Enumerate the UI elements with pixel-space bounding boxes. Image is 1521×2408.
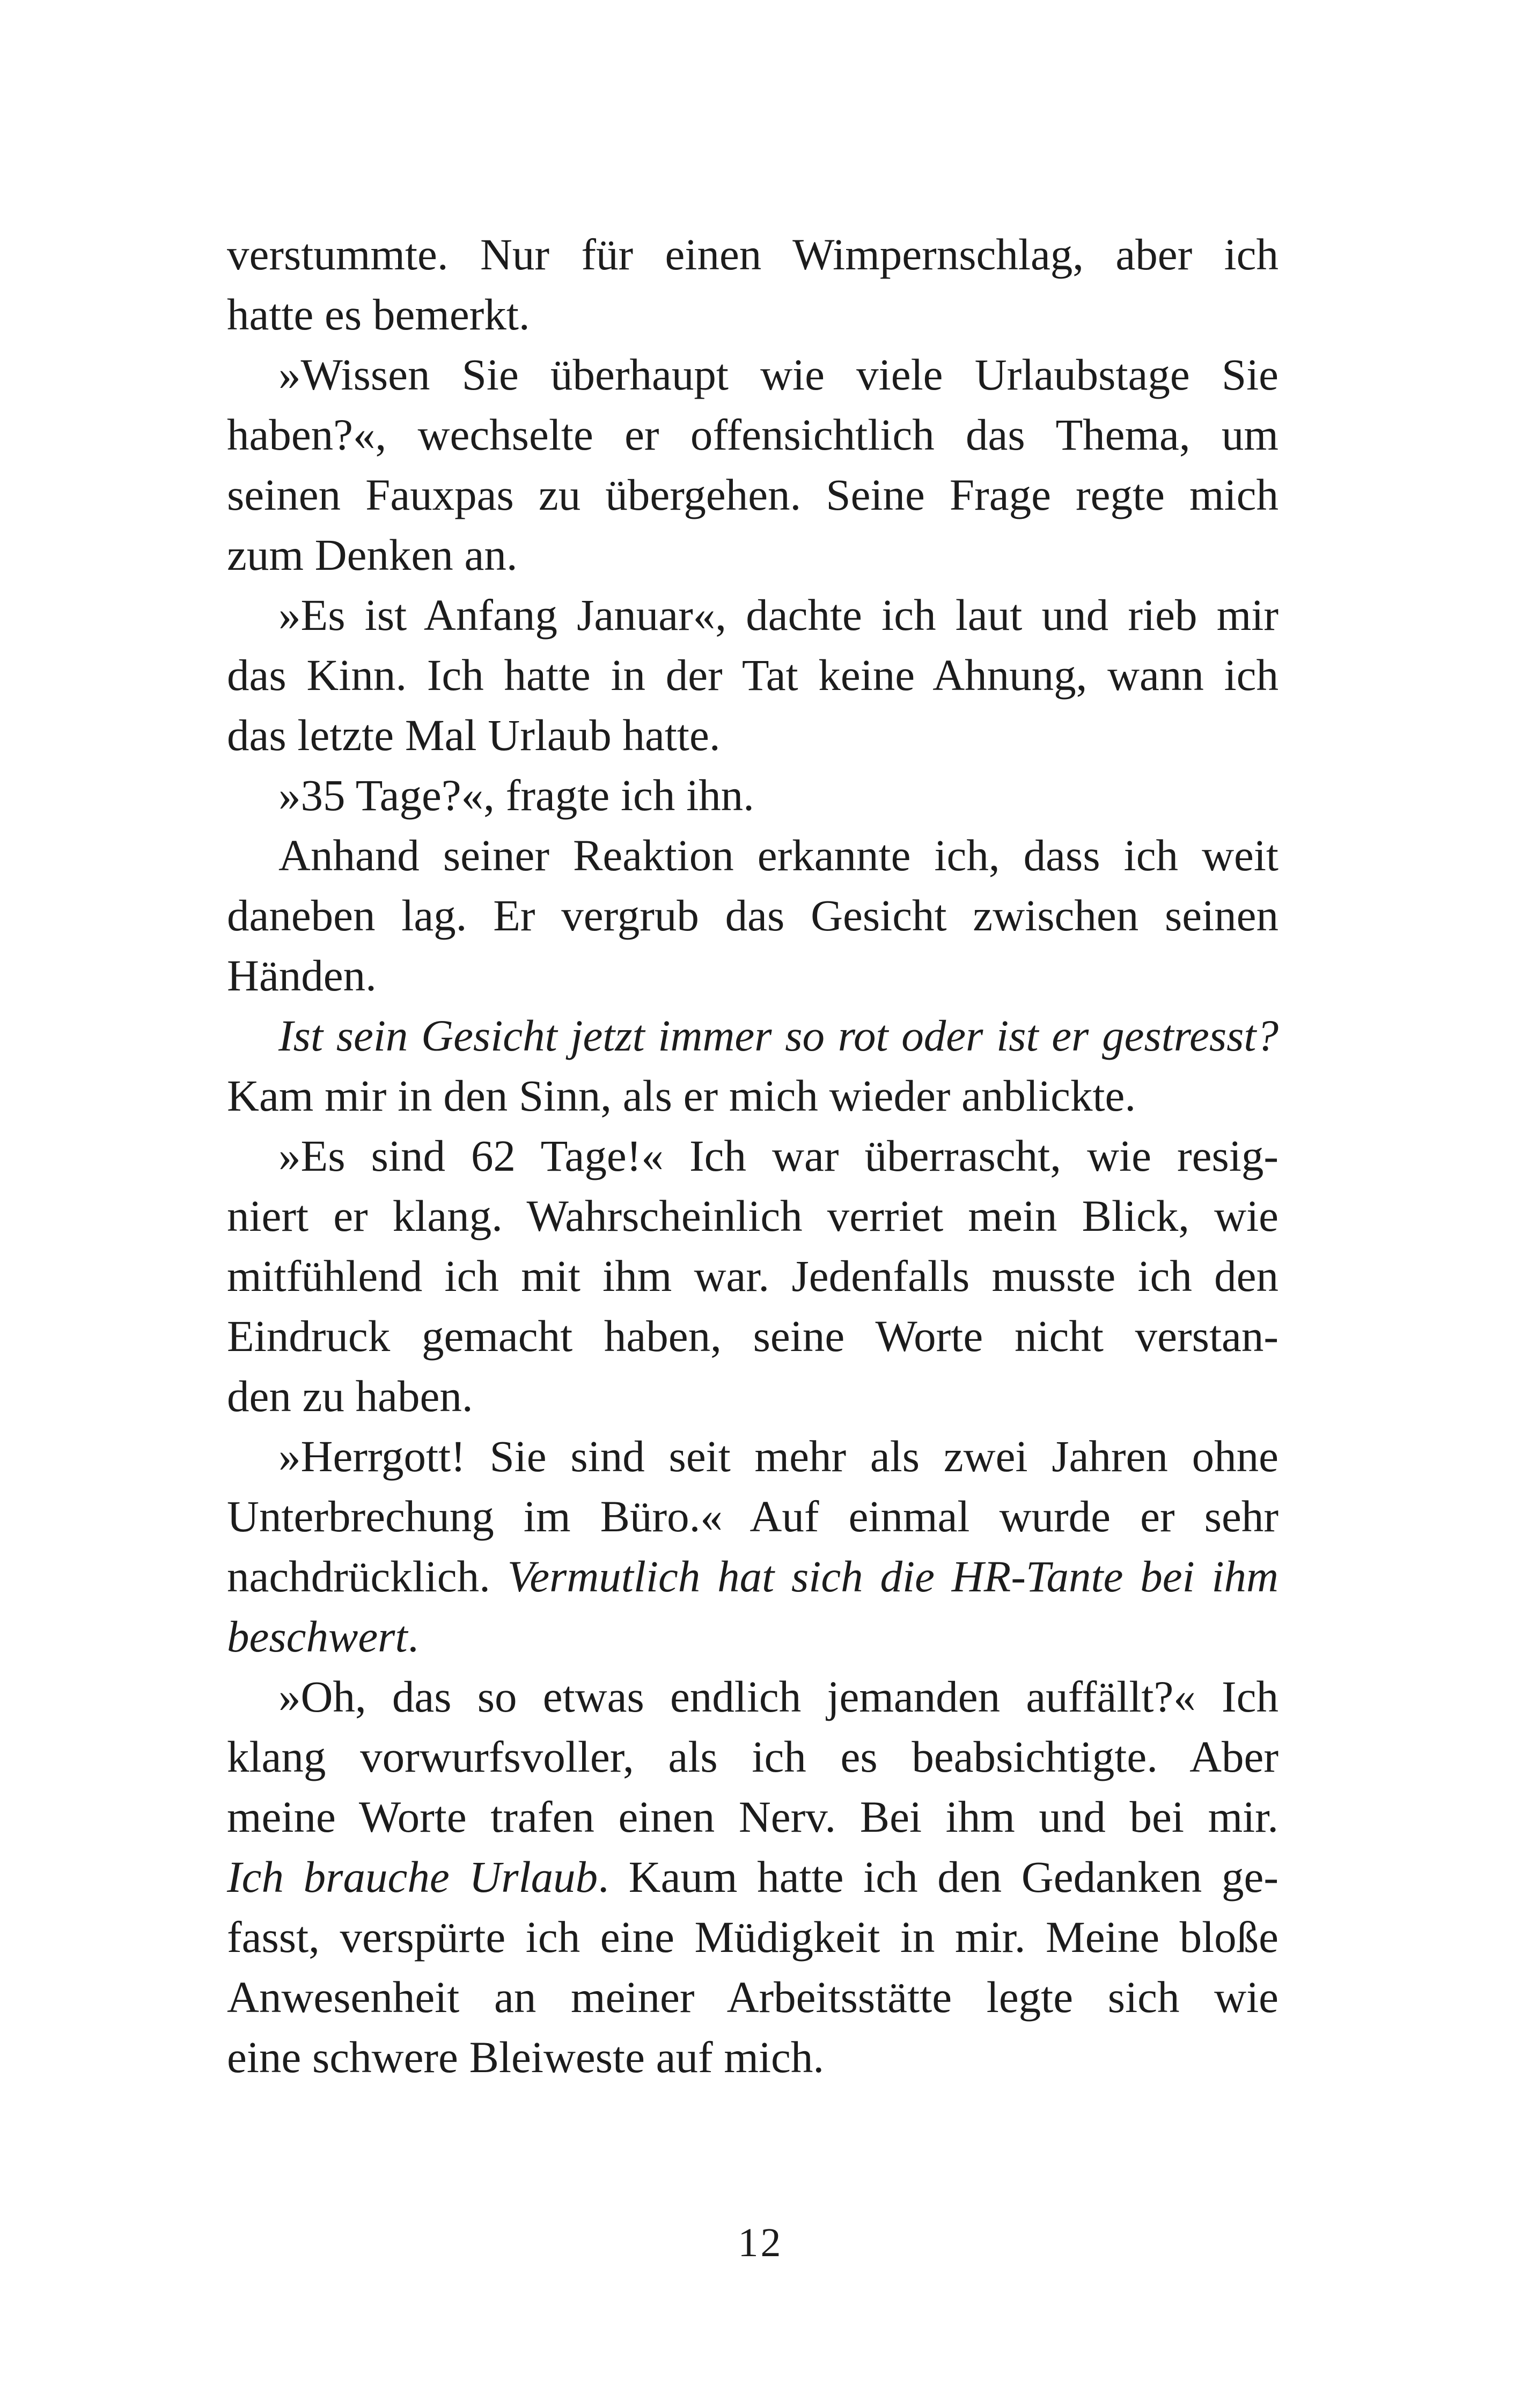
text-line [227,1306,1278,1366]
text-segment: Eindruck gemacht haben, seine Worte nicht verstan- [227,1311,1278,1361]
text-segment: Händen. [227,951,377,1000]
text-line [227,1847,1278,1907]
text-segment: . Kaum hatte ich den Gedanken ge- [598,1852,1278,1902]
text-segment: nachdrücklich. [227,1552,508,1601]
text-line [227,224,1278,284]
text-line [227,284,1278,344]
text-segment: »Oh, das so etwas endlich jemanden auffällt?« Ich [278,1672,1278,1721]
text-line [227,1787,1278,1847]
text-segment: Kam mir in den Sinn, als er mich wieder anblickte. [227,1071,1136,1120]
text-segment: »Es ist Anfang Januar«, dachte ich laut und rieb mir [278,590,1278,640]
text-line [227,1546,1278,1606]
text-segment: das Kinn. Ich hatte in der Tat keine Ahnung, wann ich [227,650,1278,700]
text-line [227,825,1278,885]
text-segment: klang vorwurfsvoller, als ich es beabsichtigte. Aber [227,1732,1278,1781]
text-line [227,945,1278,1005]
text-segment: niert er klang. Wahrscheinlich verriet mein Blick, wie [227,1191,1278,1240]
text-line [227,1426,1278,1486]
text-segment: eine schwere Bleiweste auf mich. [227,2032,825,2082]
text-segment: mitfühlend ich mit ihm war. Jedenfalls musste ich den [227,1251,1278,1301]
page-number: 12 [738,2220,783,2265]
text-segment: haben?«, wechselte er offensichtlich das Thema, um [227,410,1278,459]
text-segment: Unterbrechung im Büro.« Auf einmal wurde er sehr [227,1492,1278,1541]
italic-text-segment: Ist sein Gesicht jetzt immer so rot oder ist er gestresst? [278,1011,1278,1060]
text-line [227,1666,1278,1727]
text-segment: das letzte Mal Urlaub hatte. [227,710,721,760]
text-line [227,525,1278,585]
text-segment: hatte es bemerkt. [227,290,530,339]
text-line [227,1126,1278,1186]
text-segment: den zu haben. [227,1371,473,1421]
body-text [227,224,1278,2087]
text-segment: verstummte. Nur für einen Wimpernschlag, aber ich [227,230,1278,279]
text-line [227,344,1278,405]
text-line [227,1727,1278,1787]
text-segment: Anhand seiner Reaktion erkannte ich, dass ich weit [278,831,1278,880]
italic-text-segment: Ich brauche Urlaub [227,1852,598,1902]
text-line [227,465,1278,525]
text-segment: »Es sind 62 Tage!« Ich war überrascht, wie resig- [278,1131,1278,1180]
text-line [227,1486,1278,1546]
text-line [227,405,1278,465]
text-line [227,885,1278,945]
text-line [227,645,1278,705]
text-line [227,1606,1278,1666]
text-line [227,1005,1278,1066]
text-segment: Anwesenheit an meiner Arbeitsstätte legte sich wie [227,1972,1278,2022]
text-segment: meine Worte trafen einen Nerv. Bei ihm und bei mir. [227,1792,1278,1841]
text-segment: daneben lag. Er vergrub das Gesicht zwischen seinen [227,891,1278,940]
italic-text-segment: Vermutlich hat sich die HR-Tante bei ihm [507,1552,1278,1601]
text-line [227,765,1278,825]
italic-text-segment: beschwert [227,1612,408,1661]
text-segment: zum Denken an. [227,530,518,579]
text-line [227,1907,1278,1967]
text-segment: fasst, verspürte ich eine Müdigkeit in mir. Meine bloße [227,1912,1278,1962]
text-line [227,1366,1278,1426]
text-line [227,1186,1278,1246]
text-segment: »35 Tage?«, fragte ich ihn. [278,770,754,820]
text-line [227,2027,1278,2087]
text-line [227,1967,1278,2027]
text-segment: seinen Fauxpas zu übergehen. Seine Frage regte mich [227,470,1278,519]
text-line [227,705,1278,765]
text-segment: »Wissen Sie überhaupt wie viele Urlaubstage Sie [278,350,1278,399]
text-line [227,585,1278,645]
text-segment: . [407,1612,419,1661]
text-line [227,1066,1278,1126]
text-line [227,1246,1278,1306]
text-segment: »Herrgott! Sie sind seit mehr als zwei Jahren ohne [278,1431,1278,1481]
